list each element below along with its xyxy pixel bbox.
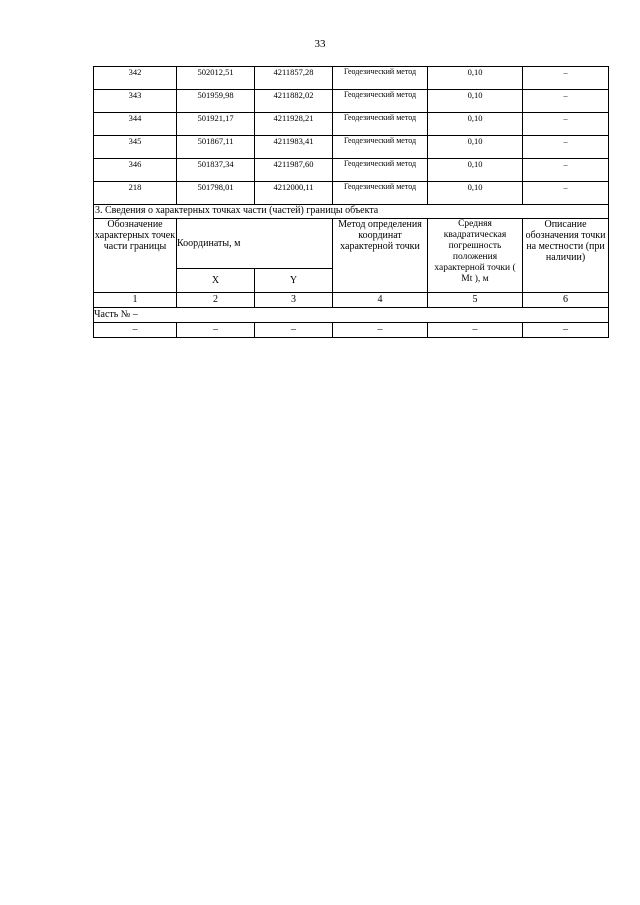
accuracy-cell: 0,10 — [428, 182, 523, 205]
point-cell: 342 — [94, 67, 177, 90]
method-cell: Геодезический метод — [333, 136, 428, 159]
table-row — [94, 323, 609, 338]
point-cell: 343 — [94, 90, 177, 113]
point-cell: 345 — [94, 136, 177, 159]
column-number: 6 — [523, 293, 609, 308]
column-numbers-row — [94, 293, 609, 308]
y-cell: 4211882,02 — [255, 90, 333, 113]
description-cell: – — [523, 113, 609, 136]
accuracy-cell: 0,10 — [428, 90, 523, 113]
y-cell: 4212000,11 — [255, 182, 333, 205]
y-cell: 4211928,21 — [255, 113, 333, 136]
header-y: Y — [255, 269, 333, 293]
x-cell: 501798,01 — [177, 182, 255, 205]
method-cell: Геодезический метод — [333, 90, 428, 113]
page-number: 33 — [314, 38, 326, 50]
description-cell: – — [523, 159, 609, 182]
description-cell: – — [523, 90, 609, 113]
column-number: 3 — [255, 293, 333, 308]
method-cell: Геодезический метод — [333, 182, 428, 205]
table-row — [94, 113, 609, 136]
table-row — [94, 136, 609, 159]
table-row — [94, 67, 609, 90]
description-cell: – — [523, 67, 609, 90]
empty-cell: – — [255, 323, 333, 338]
x-cell: 501921,17 — [177, 113, 255, 136]
accuracy-cell: 0,10 — [428, 159, 523, 182]
empty-cell: – — [333, 323, 428, 338]
header-coordinates: Координаты, м — [177, 219, 333, 269]
table-row — [94, 182, 609, 205]
description-cell: – — [523, 182, 609, 205]
table-row — [94, 90, 609, 113]
x-cell: 501837,34 — [177, 159, 255, 182]
section3-title: 3. Сведения о характерных точках части (частей) границы объекта — [94, 205, 609, 219]
point-cell: 344 — [94, 113, 177, 136]
method-cell: Геодезический метод — [333, 67, 428, 90]
x-cell: 501867,11 — [177, 136, 255, 159]
empty-cell: – — [428, 323, 523, 338]
column-number: 4 — [333, 293, 428, 308]
section3-table — [93, 204, 609, 338]
empty-cell: – — [523, 323, 609, 338]
accuracy-cell: 0,10 — [428, 136, 523, 159]
x-cell: 501959,98 — [177, 90, 255, 113]
column-number: 2 — [177, 293, 255, 308]
table-row — [94, 159, 609, 182]
points-table — [93, 66, 609, 205]
y-cell: 4211983,41 — [255, 136, 333, 159]
y-cell: 4211857,28 — [255, 67, 333, 90]
header-x: X — [177, 269, 255, 293]
point-cell: 218 — [94, 182, 177, 205]
header-point-designation: Обозначение характерных точек части границы — [94, 219, 177, 293]
y-cell: 4211987,60 — [255, 159, 333, 182]
description-cell: – — [523, 136, 609, 159]
column-number: 5 — [428, 293, 523, 308]
method-cell: Геодезический метод — [333, 159, 428, 182]
x-cell: 502012,51 — [177, 67, 255, 90]
empty-cell: – — [177, 323, 255, 338]
column-number: 1 — [94, 293, 177, 308]
part-label: Часть № – — [94, 308, 609, 323]
header-method: Метод определения координат характерной точки — [333, 219, 428, 293]
accuracy-cell: 0,10 — [428, 113, 523, 136]
header-accuracy: Средняя квадратическая погрешность положения характерной точки ( Mt ), м — [428, 219, 523, 293]
empty-cell: – — [94, 323, 177, 338]
point-cell: 346 — [94, 159, 177, 182]
accuracy-cell: 0,10 — [428, 67, 523, 90]
method-cell: Геодезический метод — [333, 113, 428, 136]
header-description: Описание обозначения точки на местности (при наличии) — [523, 219, 609, 293]
